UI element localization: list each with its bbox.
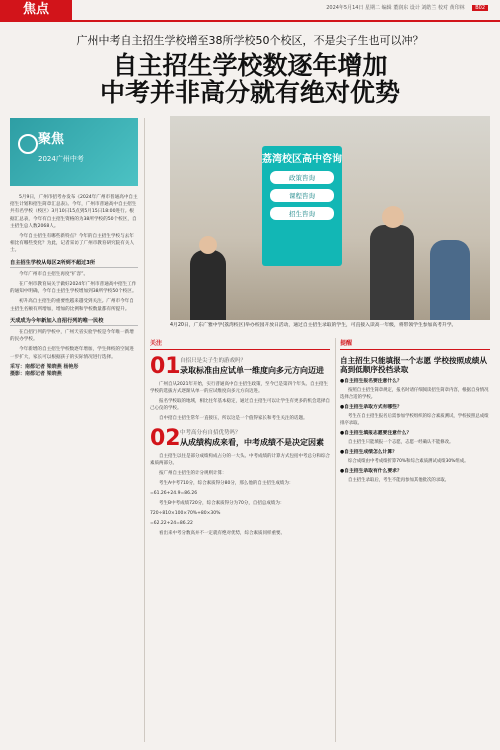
left-paragraph: 今年自主招生有哪些新特点？今年的自主招生学校与去年相比有哪些变化？为此，记者采访了广州市教育研究院有关人士。 xyxy=(10,234,135,254)
qa-question: 中考高分有自招优势吗？ xyxy=(180,430,241,436)
section-header: 提醒 xyxy=(340,338,490,350)
qa-number: 01 xyxy=(150,354,181,379)
formula-line: =61.26+24.9=86.26 xyxy=(150,491,198,496)
qa-subtitle: 从成绩构成来看，中考成绩不是决定因素 xyxy=(180,438,324,447)
page-number: B02 xyxy=(472,5,488,11)
person-figure xyxy=(370,225,414,320)
page-header xyxy=(0,0,500,20)
person-head xyxy=(382,206,404,228)
column-divider xyxy=(335,338,336,742)
right-answer: 综合成绩由中考成绩折算70%和综合素质测试成绩30%组成。 xyxy=(348,459,469,464)
middle-paragraph: 看出来中考分数高并不一定就有绝对优势，综合素质同样重要。 xyxy=(159,531,285,536)
column-divider xyxy=(144,118,145,742)
focus-ring-icon xyxy=(18,134,38,154)
right-text xyxy=(340,378,490,484)
qa-block xyxy=(150,426,330,451)
formula-line: 720÷810×100×70%+80×30% xyxy=(150,511,221,516)
headline-line-1: 自主招生学校数逐年增加 xyxy=(112,51,388,80)
news-photo xyxy=(170,116,490,320)
right-question: ●自主招生录取方式有哪些？ xyxy=(340,405,402,410)
right-answer: 按照自主招生简章规定，报名时请仔细阅读招生简章内容，根据自身情况选择合适的学校。 xyxy=(340,388,489,400)
qa-question: 自招只是尖子生的游戏吗？ xyxy=(180,358,247,364)
left-paragraph: 今年广州市自主招生再度“扩容”。 xyxy=(19,271,89,277)
section-header: 关注 xyxy=(150,338,330,350)
headline-subtitle: 广州中考自主招生学校增至38所学校50个校区，不是尖子生也可以冲？ xyxy=(76,34,424,47)
banner-option: 政策咨询 xyxy=(270,171,334,184)
left-paragraph: 5月9日，广州市招考办发布《2024年广州市普通高中自主招生计划和招生简章汇总表》。今年，广州市普通高中自主招生共有名学校（校区）3月10日15点到5月15日18:00进行。根据汇总表，今年有自主招生资格的为38所学校的50个校区，自主招生总人数2068人。 xyxy=(10,195,138,229)
middle-paragraph: 广州自从2021年开始，实行普通高中自主招生政策，至今已是第四个年头。自主招生学校的选拔方式逐渐从单一的应试维度向多元方向迈进。 xyxy=(150,382,328,394)
right-question: ●自主招生报名要注意什么？ xyxy=(340,379,402,384)
banner-title: 荔湾校区高中咨询 xyxy=(262,154,342,165)
section-tag: 焦点 xyxy=(0,0,72,20)
left-column xyxy=(10,118,138,378)
formula-line: =62.22+24=86.22 xyxy=(150,521,193,526)
qa-number: 02 xyxy=(150,426,181,451)
middle-text xyxy=(150,453,330,537)
right-question: ●自主招生填报志愿要注意什么？ xyxy=(340,431,412,436)
photo-caption: 4月20日，广东广雅中学(荔湾校区)举办校园开放日活动，通过自主招生录取的学生，可直接入读高一年级，将带领学生参加高考升学。 xyxy=(170,323,457,328)
headline xyxy=(0,26,500,106)
left-subhead: 天成成为今年新加入自招行列的唯一民校 xyxy=(10,318,138,326)
middle-column xyxy=(150,338,330,540)
consult-banner xyxy=(262,146,342,266)
middle-paragraph: 自中招自主招生常年一直接压，所以这是一个值得家长和考生关注的话题。 xyxy=(159,416,308,421)
right-column xyxy=(340,338,490,486)
focus-subtitle: 2024广州中考 xyxy=(38,155,84,163)
right-question: ●自主招生成绩怎么计算？ xyxy=(340,450,397,455)
banner-option: 课程咨询 xyxy=(270,189,334,202)
right-answer: 自主招生录取后，考生不能再参加其他批次的录取。 xyxy=(348,478,449,483)
left-paragraph: 今年新增的自主招生学校数逐年增加，学生择校的空间进一步扩大，家长可以根据孩子的实际情况进行选择。 xyxy=(10,347,134,360)
person-head xyxy=(199,236,217,254)
left-paragraph: 在自招行列的学校中，广州天省实验学校是今年唯一新增的民办学校。 xyxy=(10,330,134,343)
credit-photo: 摄影：南都记者 梁晓燕 xyxy=(10,371,62,378)
middle-paragraph: 报名学校取的地域，相比往年基本稳定，通过自主招生可以让学生有更多的机会选择自己心仪的学校。 xyxy=(150,399,330,411)
qa-block xyxy=(150,354,330,379)
left-subhead: 自主招生学校从每区2所到不超过3所 xyxy=(10,260,138,268)
issue-info: 2024年5月14日 星期二 编辑 董润东 设计 刘皓兰 校对 黄印林 xyxy=(326,5,465,11)
header-rule xyxy=(0,20,500,22)
headline-line-2: 中考并非高分就有绝对优势 xyxy=(99,78,400,107)
page-info xyxy=(326,4,488,11)
person-figure xyxy=(190,250,226,320)
right-answer: 自主招生只能填报一个志愿，志愿一经确认不能修改。 xyxy=(348,440,454,445)
focus-box xyxy=(10,118,138,186)
middle-paragraph: 自主招生以往是部分成绩构成占分的一大头。中考成绩的计算方式包括中考总分和综合素质两部分。 xyxy=(150,454,330,466)
right-title: 自主招生只能填报一个志愿 学校按照成绩从高到低顺序投档录取 xyxy=(340,356,487,374)
left-paragraph: 初升高自主招生的重要性越来越受到关注。广州市今年自主招生名额有所增加，增加的比例和学校数量都有所提升。 xyxy=(10,299,134,312)
middle-paragraph: 按广州自主招生的计分规则计算： xyxy=(159,471,227,476)
credit-writer: 采写：南都记者 梁晓燕 杨艳彤 xyxy=(10,363,79,370)
person-figure xyxy=(430,240,470,320)
right-answer: 考生在自主招生报名后需参加学校组织的综合素质测试，学校按照总成绩排序录取。 xyxy=(340,414,489,426)
banner-option: 招生咨询 xyxy=(270,207,334,220)
middle-paragraph: 考生A中考710分，综合素质得分80分，那么他的自主招生成绩为： xyxy=(159,481,294,486)
middle-text xyxy=(150,381,330,422)
middle-paragraph: 考生B中考成绩720分，综合素质得分为70分，自招总成绩为： xyxy=(159,501,285,506)
right-question: ●自主招生录取有什么要求？ xyxy=(340,469,402,474)
focus-title: 聚焦 xyxy=(38,132,65,147)
left-paragraph: 在广州市教育局关于做好2024年广州市普通高中招生工作的通知中明确，今年自主招生学校增加到38所学校50个校区。 xyxy=(10,282,137,295)
qa-subtitle: 录取标准由应试单一维度向多元方向迈进 xyxy=(180,366,324,375)
